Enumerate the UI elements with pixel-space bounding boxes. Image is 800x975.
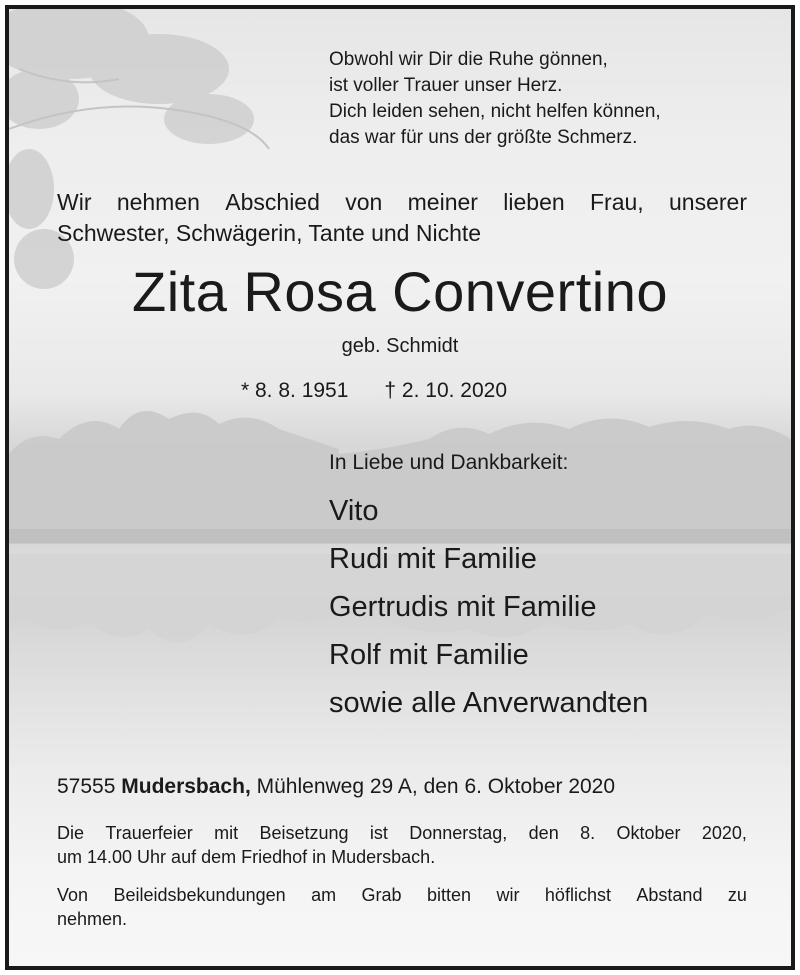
death-date: † 2. 10. 2020 bbox=[384, 379, 508, 402]
intro-word: meiner bbox=[407, 189, 478, 215]
intro-word: unserer bbox=[669, 189, 747, 215]
mourner-name: sowie alle Anverwandten bbox=[329, 687, 649, 719]
obituary-notice bbox=[5, 5, 795, 970]
mourners-list bbox=[329, 487, 648, 727]
intro-word: nehmen bbox=[116, 189, 200, 215]
address-and-date: Mühlenweg 29 A, den 6. Oktober 2020 bbox=[256, 775, 616, 798]
birth-date: * 8. 8. 1951 bbox=[241, 379, 349, 402]
condolence-word: Beileidsbekundungen bbox=[113, 885, 286, 905]
condolence-line-1 bbox=[57, 883, 747, 907]
farewell-intro-line-2: Schwester, Schwägerin, Tante und Nichte bbox=[57, 220, 482, 246]
mourner-name: Rudi mit Familie bbox=[329, 543, 537, 575]
ceremony-word: Trauerfeier bbox=[105, 823, 193, 843]
condolence-word: am bbox=[311, 885, 337, 905]
farewell-intro-line-1 bbox=[57, 187, 747, 218]
maiden-name: geb. Schmidt bbox=[341, 335, 459, 357]
postcode: 57555 bbox=[57, 775, 116, 798]
poem-line: Obwohl wir Dir die Ruhe gönnen, bbox=[329, 49, 608, 70]
intro-word: Wir bbox=[57, 189, 92, 215]
ceremony-word: Oktober bbox=[616, 823, 681, 843]
farewell-intro bbox=[57, 187, 747, 249]
ceremony-word: ist bbox=[369, 823, 388, 843]
ceremony-word: 2020, bbox=[701, 823, 747, 843]
ceremony-word: mit bbox=[214, 823, 239, 843]
funeral-ceremony-info bbox=[57, 821, 747, 869]
condolence-word: Von bbox=[57, 885, 89, 905]
ceremony-word: 8. bbox=[580, 823, 596, 843]
ceremony-line-2: um 14.00 Uhr auf dem Friedhof in Mudersbach. bbox=[57, 847, 436, 867]
mourners-heading: In Liebe und Dankbarkeit: bbox=[329, 451, 569, 474]
ceremony-word: Beisetzung bbox=[259, 823, 349, 843]
condolence-word: Abstand bbox=[636, 885, 703, 905]
intro-word: lieben bbox=[503, 189, 565, 215]
condolence-word: zu bbox=[727, 885, 747, 905]
condolence-word: wir bbox=[496, 885, 520, 905]
ceremony-word: den bbox=[528, 823, 559, 843]
intro-word: von bbox=[345, 189, 383, 215]
deceased-name: Zita Rosa Convertino bbox=[131, 260, 668, 323]
poem-line: das war für uns der größte Schmerz. bbox=[329, 127, 638, 148]
life-dates bbox=[241, 377, 507, 405]
ceremony-word: Donnerstag, bbox=[409, 823, 508, 843]
condolence-line-2: nehmen. bbox=[57, 909, 128, 929]
condolence-note bbox=[57, 883, 747, 931]
intro-word: Frau, bbox=[590, 189, 644, 215]
condolence-word: bitten bbox=[427, 885, 472, 905]
ceremony-word: Die bbox=[57, 823, 85, 843]
condolence-word: Grab bbox=[361, 885, 402, 905]
mourner-name: Vito bbox=[329, 495, 379, 527]
town: Mudersbach, bbox=[121, 775, 251, 798]
condolence-word: höflichst bbox=[544, 885, 611, 905]
ceremony-line-1 bbox=[57, 821, 747, 845]
mourner-name: Gertrudis mit Familie bbox=[329, 591, 597, 623]
intro-word: Abschied bbox=[225, 189, 320, 215]
memorial-poem bbox=[329, 47, 661, 151]
poem-line: Dich leiden sehen, nicht helfen können, bbox=[329, 101, 661, 122]
poem-line: ist voller Trauer unser Herz. bbox=[329, 75, 563, 96]
mourner-name: Rolf mit Familie bbox=[329, 639, 529, 671]
place-and-date bbox=[57, 773, 615, 801]
